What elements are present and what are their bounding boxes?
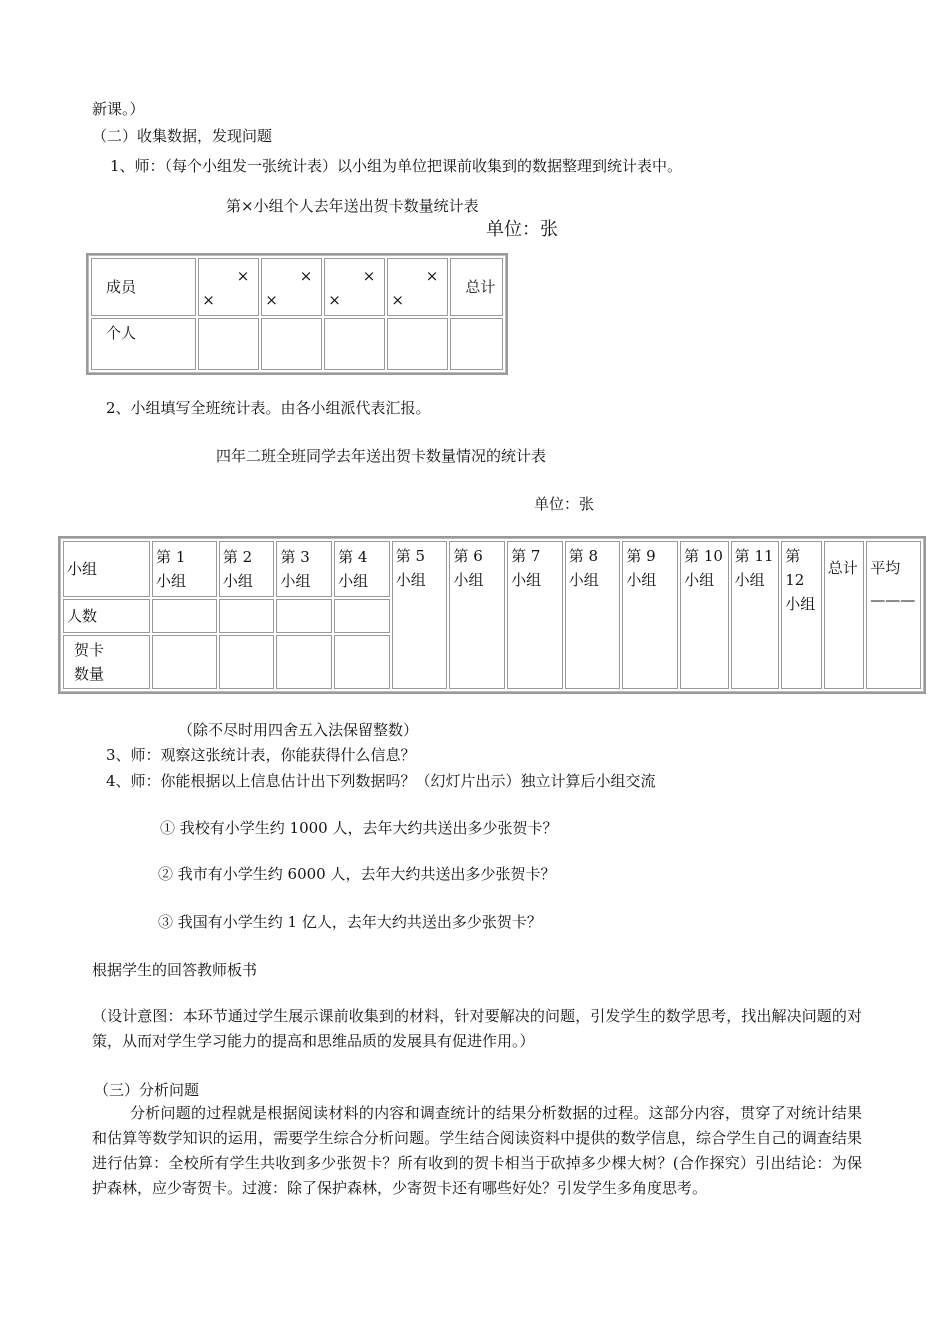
table2-cell bbox=[219, 599, 275, 633]
step1-text: 1、师：（每个小组发一张统计表）以小组为单位把课前收集到的数据整理到统计表中。 bbox=[110, 157, 683, 175]
design-intent: （设计意图：本环节通过学生展示课前收集到的材料，针对要解决的问题，引发学生的数学思考，找出解决问题的对策，从而对学生学习能力的提高和思维品质的发展具有促进作用。） bbox=[92, 1007, 862, 1050]
table1-member-cell: × × bbox=[198, 258, 259, 316]
table2-group-header: 第 8 小组 bbox=[565, 541, 621, 689]
table2-cell bbox=[276, 635, 332, 689]
intro-tail: 新课。） bbox=[92, 100, 145, 118]
table1-cell bbox=[387, 318, 448, 370]
table2-cell bbox=[219, 635, 275, 689]
table1-member-cell: × × bbox=[261, 258, 322, 316]
table1-member-cell: × × bbox=[324, 258, 385, 316]
table2-row-people: 人数 bbox=[63, 599, 150, 633]
table2-group-header: 第 9 小组 bbox=[622, 541, 678, 689]
table1-unit: 单位：张 bbox=[486, 219, 558, 240]
step3-text: 3、师：观察这张统计表，你能获得什么信息？ bbox=[106, 746, 416, 764]
table2-total-header: 总计 bbox=[824, 541, 864, 689]
table2-unit: 单位：张 bbox=[534, 495, 595, 513]
question-2: ② 我市有小学生约 6000 人，去年大约共送出多少张贺卡？ bbox=[158, 865, 556, 883]
step2-text: 2、小组填写全班统计表。由各小组派代表汇报。 bbox=[106, 399, 431, 417]
section3-title: （三）分析问题 bbox=[94, 1081, 200, 1099]
table1-row-personal: 个人 bbox=[91, 318, 196, 370]
table2-group-header: 第 11 小组 bbox=[731, 541, 780, 689]
table2-cell bbox=[276, 599, 332, 633]
board-note: 根据学生的回答教师板书 bbox=[92, 961, 258, 979]
table2-cell bbox=[334, 599, 390, 633]
rounding-note: （除不尽时用四舍五入法保留整数） bbox=[178, 721, 419, 739]
table2-group-header: 第 5 小组 bbox=[392, 541, 448, 689]
table2-group-header: 第 4 小组 bbox=[334, 541, 390, 597]
table2-title: 四年二班全班同学去年送出贺卡数量情况的统计表 bbox=[216, 447, 547, 465]
table2-average-header: 平均 ——— bbox=[866, 541, 921, 689]
table2-group-header: 第 7 小组 bbox=[507, 541, 563, 689]
step4-text: 4、师：你能根据以上信息估计出下列数据吗？（幻灯片出示）独立计算后小组交流 bbox=[106, 772, 656, 790]
question-3: ③ 我国有小学生约 1 亿人，去年大约共送出多少张贺卡？ bbox=[158, 913, 542, 931]
table2-group-header: 第 6 小组 bbox=[449, 541, 505, 689]
group-member-table bbox=[88, 255, 506, 373]
table2-col-group: 小组 bbox=[63, 541, 150, 597]
question-1: ① 我校有小学生约 1000 人，去年大约共送出多少张贺卡？ bbox=[160, 819, 558, 837]
table1-cell bbox=[324, 318, 385, 370]
table2-group-header: 第 12 小组 bbox=[781, 541, 821, 689]
table2-group-header: 第 1 小组 bbox=[152, 541, 217, 597]
section2-title: （二）收集数据，发现问题 bbox=[92, 127, 273, 145]
table2-cell bbox=[334, 635, 390, 689]
class-cards-table bbox=[60, 538, 924, 692]
table2-group-header: 第 10 小组 bbox=[680, 541, 729, 689]
table1-row-member: 成员 bbox=[91, 258, 196, 316]
table1-cell bbox=[198, 318, 259, 370]
table1-member-cell: × × bbox=[387, 258, 448, 316]
table1-total-header: 总计 bbox=[450, 258, 503, 316]
table2-cell bbox=[152, 599, 217, 633]
table1-title: 第×小组个人去年送出贺卡数量统计表 bbox=[226, 197, 479, 215]
table2-row-cards: 贺卡 数量 bbox=[63, 635, 150, 689]
table1-cell bbox=[261, 318, 322, 370]
section3-body: 分析问题的过程就是根据阅读材料的内容和调查统计的结果分析数据的过程。这部分内容，贯穿了对统计结果和估算等数学知识的运用，需要学生综合分析问题。学生结合阅读资料中提供的数学信息，综合学生自己的调查结果进行估算：全校所有学生共收到多少张贺卡？所有收到的贺卡相当于砍掉多少棵大树？(合作探究）引出结论：为保护森林，应少寄贺卡。过渡：除了保护森林，少寄贺卡还有哪些好处？引发学生多角度思考。 bbox=[92, 1104, 862, 1197]
table2-cell bbox=[152, 635, 217, 689]
table2-group-header: 第 3 小组 bbox=[276, 541, 332, 597]
table1-cell bbox=[450, 318, 503, 370]
table2-group-header: 第 2 小组 bbox=[219, 541, 275, 597]
